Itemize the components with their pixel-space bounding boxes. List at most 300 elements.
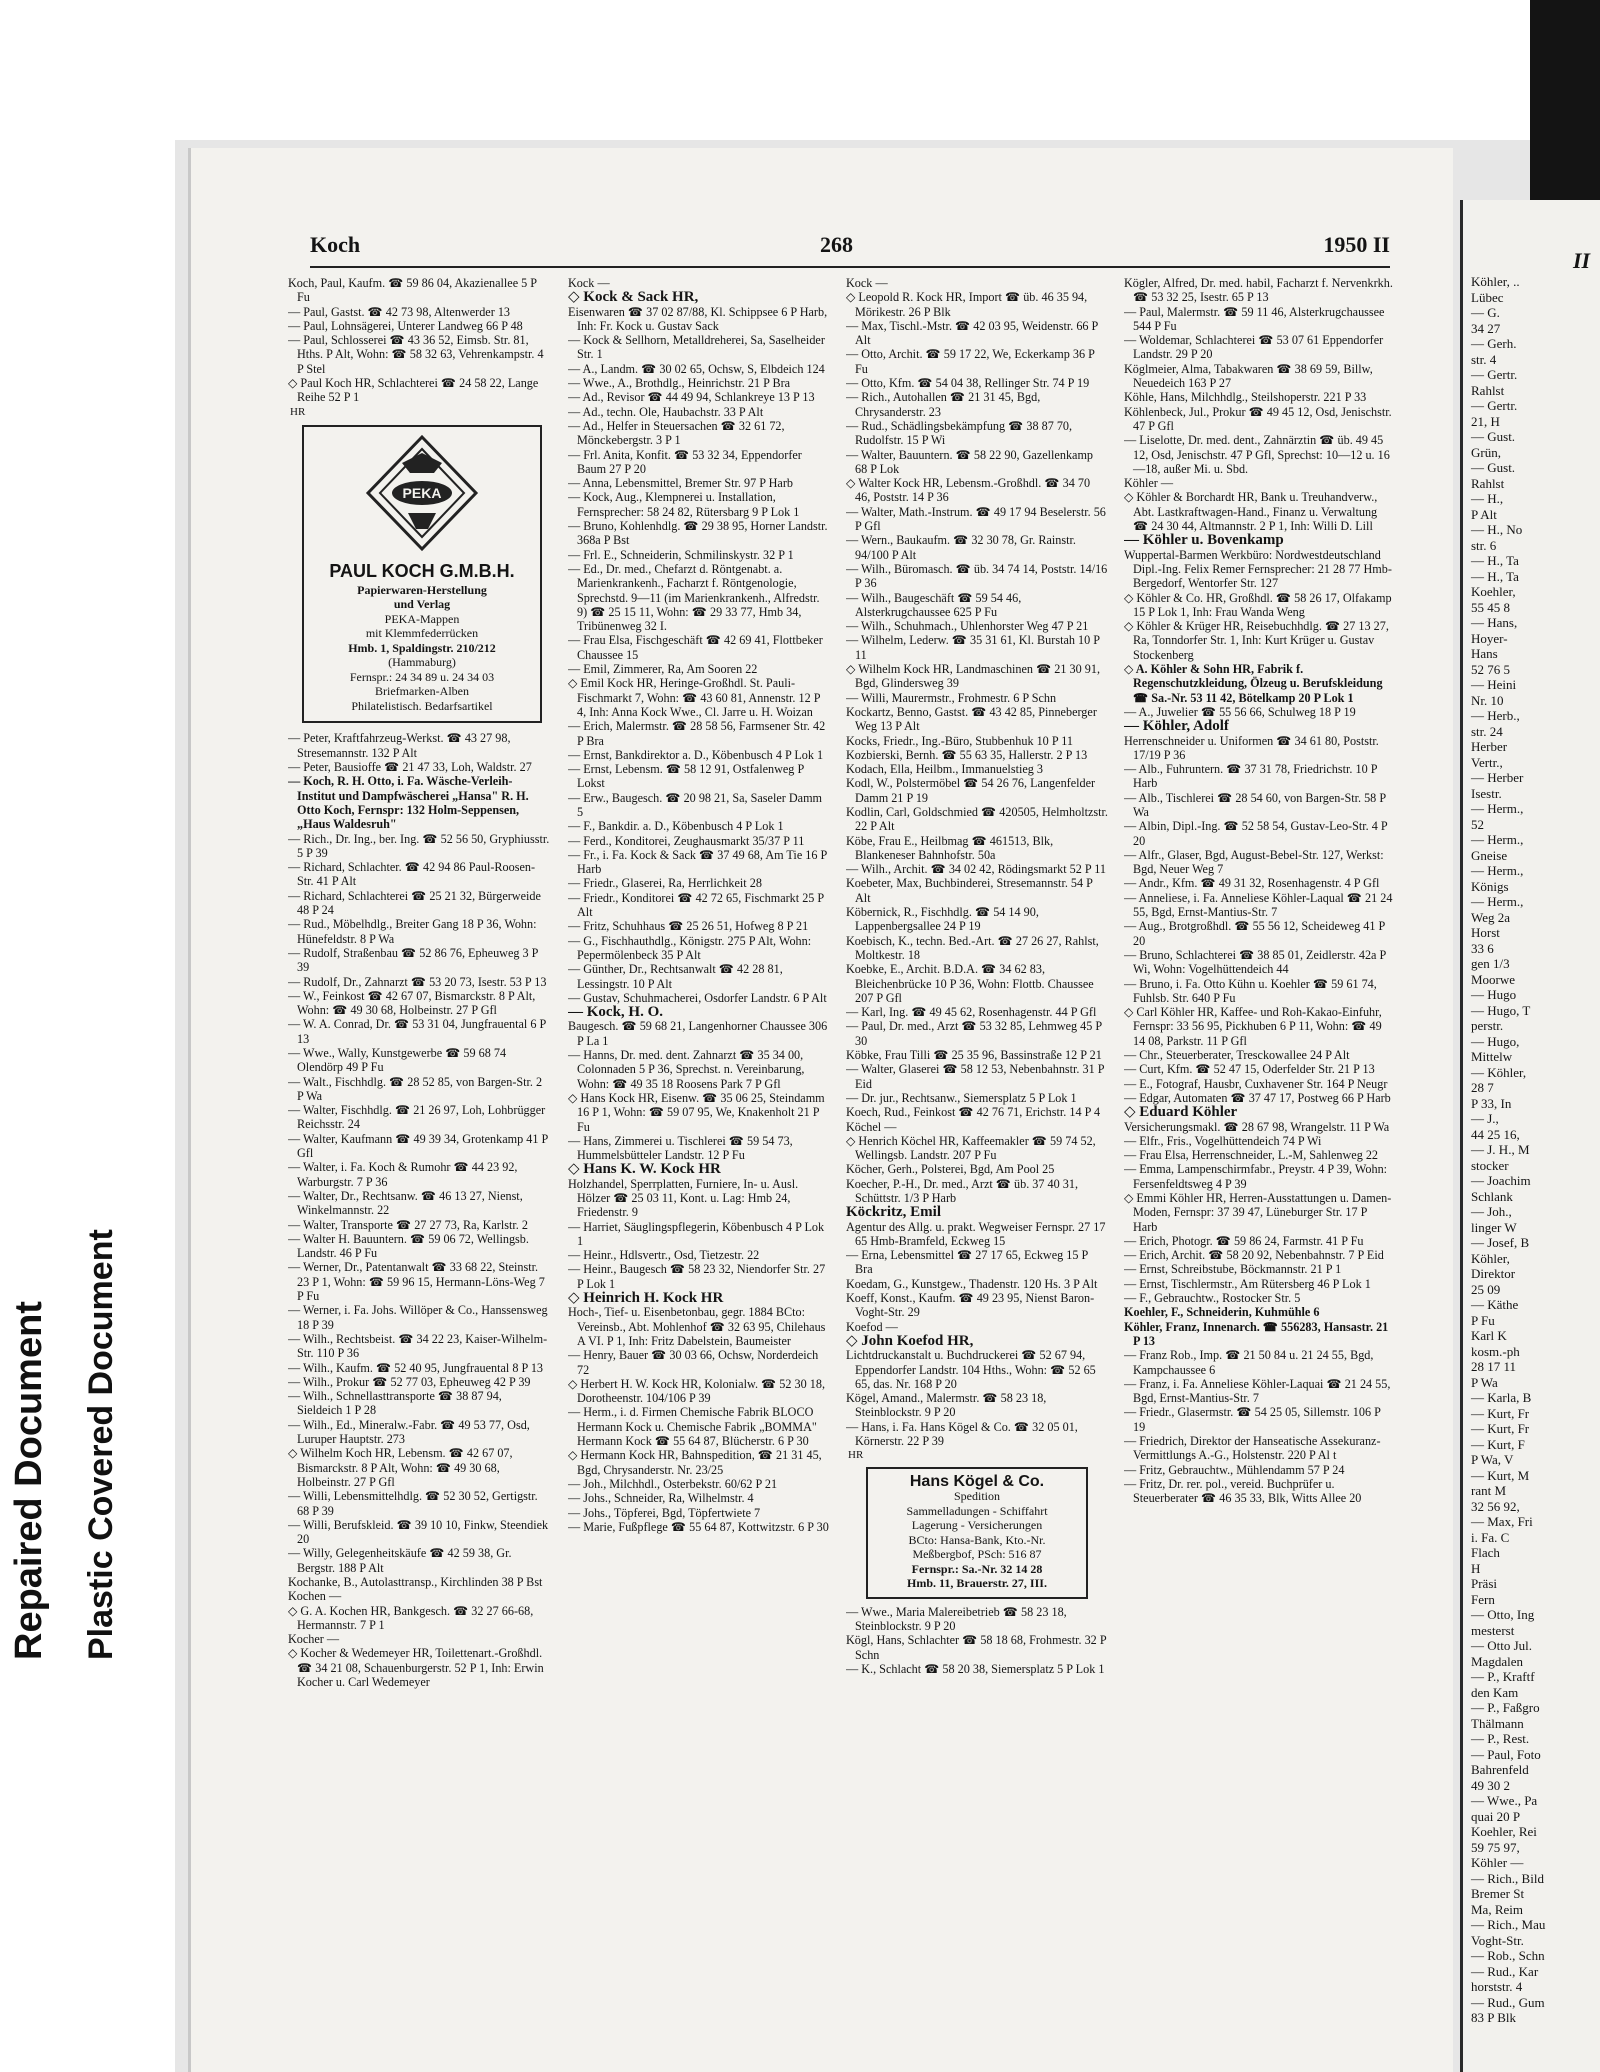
directory-entry: — Peter, Kraftfahrzeug-Werkst. ☎ 43 27 98, Stresemannstr. 132 P Alt bbox=[288, 731, 511, 760]
directory-entry: — Heinr., Baugesch ☎ 58 23 32, Niendorfer Str. 27 P Lok 1 bbox=[568, 1262, 826, 1291]
ad-line6: (Hammaburg) bbox=[388, 655, 456, 670]
peka-logo-icon bbox=[362, 433, 482, 553]
facing-page-line: — Joachim bbox=[1471, 1173, 1531, 1188]
directory-entry: — Richard, Schlachterei ☎ 25 21 32, Bürgerweide 48 P 24 bbox=[288, 888, 541, 918]
facing-page-line: Rahlst bbox=[1471, 382, 1505, 398]
directory-entry: — Peter, Bausioffe ☎ 21 47 33, Loh, Waldstr. 27 bbox=[288, 760, 532, 775]
directory-entry: — Rudolf, Dr., Zahnarzt ☎ 53 20 73, Isestr. 53 P 13 bbox=[288, 974, 547, 989]
directory-entry: — Emma, Lampenschirmfabr., Preystr. 4 P 39, Wohn: Fersenfeldtsweg 4 P 39 bbox=[1124, 1162, 1388, 1191]
facing-page-line: Rahlst bbox=[1471, 475, 1505, 491]
directory-entry: — Paul, Schlosserei ☎ 43 36 52, Eimsb. Str. 81, Hths. P Alt, Wohn: ☎ 58 32 63, Vehrenkampstr. 4 P Stel bbox=[288, 333, 544, 376]
facing-page-line: — H., No bbox=[1471, 522, 1523, 537]
directory-entry: ◇ Eduard Köhler bbox=[1124, 1104, 1238, 1121]
directory-entry: Kockartz, Benno, Gastst. ☎ 43 42 85, Pinneberger Weg 13 P Alt bbox=[846, 704, 1097, 734]
ad-line8: Briefmarken-Alben bbox=[375, 684, 469, 699]
directory-entry: — Wilh., Schnellasttransporte ☎ 38 87 94, Sieldeich 1 P 28 bbox=[288, 1389, 502, 1418]
directory-entry: ◇ Henrich Köchel HR, Kaffeemakler ☎ 59 74 52, Wellingsb. Landstr. 207 P Fu bbox=[846, 1133, 1096, 1163]
directory-entry: — W. A. Conrad, Dr. ☎ 53 31 04, Jungfrauental 6 P 13 bbox=[288, 1017, 546, 1046]
directory-entry: ◇ Kock & Sack HR, bbox=[568, 289, 699, 306]
directory-entry: — Harriet, Säuglingspflegerin, Köbenbusch 4 P Lok 1 bbox=[568, 1219, 825, 1248]
directory-entry: — Frau Elsa, Fischgeschäft ☎ 42 69 41, Flottbeker Chaussee 15 bbox=[568, 633, 823, 662]
directory-entry: ◇ Emil Kock HR, Heringe-Großhdl. St. Pauli-Fischmarkt 7, Wohn: ☎ 43 60 81, Annenstr. 12 P 4, Inh: Anna Kock Wwe., Cl. Jarre u. H. Woizan bbox=[568, 676, 821, 719]
facing-page-line: — Otto, Ing bbox=[1471, 1607, 1535, 1622]
directory-entry: — Friedr., Konditorei ☎ 42 72 65, Fischmarkt 25 P Alt bbox=[568, 890, 824, 920]
directory-entry: Baugesch. ☎ 59 68 21, Langenhorner Chaussee 306 P La 1 bbox=[568, 1019, 828, 1048]
directory-entry: ◇ Wilhelm Koch HR, Lebensm. ☎ 42 67 07, Bismarckstr. 8 P Alt, Wohn: ☎ 49 30 68, Holbeinstr. 27 P Gfl bbox=[288, 1446, 513, 1489]
directory-entry: Köckritz, Emil bbox=[846, 1204, 941, 1221]
facing-page-line: linger W bbox=[1471, 1219, 1517, 1235]
facing-page-line: 44 25 16, bbox=[1471, 1126, 1520, 1142]
facing-page-line: Karl K bbox=[1471, 1328, 1507, 1343]
directory-entry: — Wilh., Baugeschäft ☎ 59 54 46, Alsterkrugchaussee 625 P Fu bbox=[846, 590, 1022, 619]
facing-page-line: 49 30 2 bbox=[1471, 1777, 1510, 1793]
facing-page-line: 33 6 bbox=[1471, 940, 1494, 956]
facing-page-line: — Karla, B bbox=[1471, 1390, 1532, 1405]
directory-entry: — Bruno, i. Fa. Otto Kühn u. Koehler ☎ 59 61 74, Fuhlsb. Str. 640 P Fu bbox=[1124, 976, 1377, 1005]
directory-entry: — Rud., Möbelhdlg., Breiter Gang 18 P 36, Wohn: Hünefeldstr. 8 P Wa bbox=[288, 917, 537, 946]
kogel-ad-hr-mark: HR bbox=[848, 1449, 864, 1462]
directory-entry: — Rudolf, Straßenbau ☎ 52 86 76, Epheuweg 3 P 39 bbox=[288, 945, 538, 975]
kogel-ad-l3: Lagerung - Versicherungen bbox=[911, 1518, 1043, 1533]
directory-entry: — Willi, Maurermstr., Frohmestr. 6 P Schn bbox=[846, 690, 1057, 705]
directory-entry: — Willy, Gelegenheitskäufe ☎ 42 59 38, Gr. Bergstr. 188 P Alt bbox=[288, 1546, 512, 1575]
directory-entry: — Friedrich, Direktor der Hanseatische Assekuranz-Vermittlungs A.-G., Holstenstr. 220 P Al t bbox=[1124, 1434, 1381, 1463]
directory-entry: Eisenwaren ☎ 37 02 87/88, Kl. Schippsee 6 P Harb, Inh: Fr. Kock u. Gustav Sack bbox=[568, 304, 828, 333]
directory-entry: — Wilhelm, Lederw. ☎ 35 31 61, Kl. Burstah 10 P 11 bbox=[846, 633, 1100, 662]
facing-page-line: Grün, bbox=[1471, 444, 1501, 460]
ad-hr-mark: HR bbox=[290, 405, 306, 418]
directory-entry: — Dr. jur., Rechtsanw., Siemersplatz 5 P Lok 1 bbox=[846, 1090, 1077, 1105]
directory-entry: — Rich., Dr. Ing., ber. Ing. ☎ 52 56 50, Gryphiusstr. 5 P 39 bbox=[288, 831, 550, 860]
directory-entry: — Anneliese, i. Fa. Anneliese Köhler-Laqual ☎ 21 24 55, Bgd, Ernst-Mantius-Str. 7 bbox=[1124, 890, 1393, 920]
directory-entry: Herrenschneider u. Uniformen ☎ 34 61 80, Poststr. 17/19 P 36 bbox=[1124, 733, 1379, 762]
directory-entry: — Frau Elsa, Herrenschneider, L.-M, Sahlenweg 22 bbox=[1124, 1148, 1379, 1163]
facing-page-line: Präsi bbox=[1471, 1576, 1497, 1591]
directory-entry: — Ernst, Bankdirektor a. D., Köbenbusch 4 P Lok 1 bbox=[568, 747, 824, 762]
hans-koegel-advertisement bbox=[866, 1467, 1088, 1599]
facing-page-line: 28 7 bbox=[1471, 1080, 1494, 1095]
directory-entry: — F., Bankdir. a. D., Köbenbusch 4 P Lok 1 bbox=[568, 819, 784, 834]
directory-entry: — Fritz, Dr. rer. pol., vereid. Buchprüfer u. Steuerberater ☎ 46 35 33, Blk, Witts Allee 20 bbox=[1124, 1476, 1362, 1506]
directory-entry: — Bruno, Schlachterei ☎ 38 85 01, Zeidlerstr. 42a P Wi, Wohn: Vogelhüttendeich 44 bbox=[1124, 947, 1386, 977]
directory-entry: Köhle, Hans, Milchhdlg., Steilshoperstr. 221 P 33 bbox=[1124, 390, 1367, 405]
facing-page-line: 52 bbox=[1471, 816, 1484, 832]
directory-entry: — A., Juwelier ☎ 55 56 66, Schulweg 18 P 19 bbox=[1124, 704, 1356, 719]
directory-entry: — F., Gebrauchtw., Rostocker Str. 5 bbox=[1124, 1291, 1301, 1306]
facing-page-line: — Joh., bbox=[1471, 1204, 1512, 1219]
facing-page-line: Hoyer- bbox=[1471, 630, 1508, 646]
directory-entry: — Wilh., Schuhmach., Uhlenhorster Weg 47 P 21 bbox=[846, 619, 1089, 634]
facing-page-line: — Hans, bbox=[1471, 615, 1518, 630]
directory-entry: — Wwe., Maria Malereibetrieb ☎ 58 23 18, Steinblockstr. 9 P 20 bbox=[846, 1604, 1067, 1633]
directory-entry: Koedam, G., Kunstgew., Thadenstr. 120 Hs. 3 P Alt bbox=[846, 1276, 1098, 1291]
facing-page-line: — Rob., Schn bbox=[1471, 1948, 1545, 1963]
facing-page-line: Köhler, .. bbox=[1471, 274, 1520, 289]
facing-page-line: Gneise bbox=[1471, 847, 1508, 863]
directory-entry: — Walter, Kaufmann ☎ 49 39 34, Grotenkamp 41 P Gfl bbox=[288, 1131, 548, 1161]
directory-entry: — Walter, Dr., Rechtsanw. ☎ 46 13 27, Nienst, Winkelmannstr. 22 bbox=[288, 1188, 523, 1218]
facing-page-line: — Paul, Foto bbox=[1471, 1746, 1541, 1762]
directory-entry: Kock — bbox=[846, 276, 888, 290]
ad-line4: mit Klemmfederrücken bbox=[365, 626, 479, 641]
kogel-ad-l6: Fernspr.: Sa.-Nr. 32 14 28 bbox=[911, 1561, 1043, 1576]
facing-page-line: Isestr. bbox=[1471, 785, 1502, 801]
directory-entry: — Curt, Kfm. ☎ 52 47 15, Oderfelder Str. 21 P 13 bbox=[1124, 1062, 1375, 1077]
directory-entry: — Joh., Milchhdl., Osterbekstr. 60/62 P 21 bbox=[568, 1476, 778, 1491]
column-2 bbox=[568, 276, 830, 2036]
directory-entry: — Friedr., Glaserei, Ra, Herrlichkeit 28 bbox=[568, 876, 762, 891]
plastic-covered-document-label: Plastic Covered Document bbox=[82, 1229, 120, 1660]
facing-page-line: Moorwe bbox=[1471, 971, 1516, 987]
directory-entry: — Erich, Malermstr. ☎ 28 58 56, Farmsener Str. 42 P Bra bbox=[568, 719, 826, 748]
facing-page-line: P Wa bbox=[1471, 1374, 1498, 1390]
facing-page-line: str. 4 bbox=[1471, 351, 1497, 367]
facing-page-line: Magdalen bbox=[1471, 1653, 1523, 1669]
facing-page-line: — P., Kraftf bbox=[1471, 1669, 1535, 1684]
directory-entry: ◇ Hermann Kock HR, Bahnspedition, ☎ 21 31 45, Bgd, Chrysanderstr. Nr. 23/25 bbox=[568, 1448, 822, 1477]
facing-page-line: — Hugo bbox=[1471, 987, 1517, 1002]
directory-entry: — Werner, Dr., Patentanwalt ☎ 33 68 22, Steinstr. 23 P 1, Wohn: ☎ 59 96 15, Hermann-Löns-Weg 7 P Fu bbox=[288, 1260, 545, 1304]
header-left: Koch bbox=[310, 232, 361, 257]
directory-entry: Köhlenbeck, Jul., Prokur ☎ 49 45 12, Osd, Jenischstr. 47 P Gfl bbox=[1124, 404, 1392, 433]
directory-entry: — Köhler, Adolf bbox=[1124, 718, 1229, 735]
facing-page-line: — Kurt, M bbox=[1471, 1467, 1530, 1483]
directory-entry: — Liselotte, Dr. med. dent., Zahnärztin ☎ üb. 49 45 12, Osd, Jenischstr. 47 P Gfl, Sprechst: 10—12 u. 16—18, außer Mi. u. Sbd. bbox=[1124, 433, 1390, 476]
directory-entry: ◇ G. A. Kochen HR, Bankgesch. ☎ 32 27 66-68, Hermannstr. 7 P 1 bbox=[288, 1603, 534, 1632]
directory-entry: ◇ Hans K. W. Kock HR bbox=[568, 1161, 721, 1178]
facing-page-line: Lübec bbox=[1471, 289, 1504, 305]
facing-page-line: Koehler, Rei bbox=[1471, 1824, 1537, 1839]
facing-page-line: — Josef, B bbox=[1471, 1235, 1530, 1250]
directory-entry: — Erich, Archit. ☎ 58 20 92, Nebenbahnstr. 7 P Eid bbox=[1124, 1248, 1384, 1263]
logo-text: PEKA bbox=[402, 484, 442, 501]
facing-page-line: perstr. bbox=[1471, 1018, 1504, 1033]
directory-entry: — Henry, Bauer ☎ 30 03 66, Ochsw, Norderdeich 72 bbox=[568, 1348, 819, 1377]
column-3-entries-bottom bbox=[846, 1605, 1108, 1676]
facing-page-line: P Fu bbox=[1471, 1312, 1495, 1328]
directory-entry: — Kock, Aug., Klempnerei u. Installation, Fernsprecher: 58 24 82, Rütersbarg 9 P Lok 1 bbox=[568, 490, 800, 519]
kogel-ad-l2: Sammelladungen - Schiffahrt bbox=[906, 1503, 1048, 1518]
directory-entry: — Johs., Schneider, Ra, Wilhelmstr. 4 bbox=[568, 1491, 754, 1506]
facing-page-line: Bahrenfeld bbox=[1471, 1762, 1529, 1777]
directory-entry: — Aug., Brotgroßhdl. ☎ 55 56 12, Scheideweg 41 P 20 bbox=[1124, 919, 1385, 948]
directory-entry: — Paul, Malermstr. ☎ 59 11 46, Alsterkrugchaussee 544 P Fu bbox=[1124, 304, 1385, 333]
directory-entry: ◇ Emmi Köhler HR, Herren-Ausstattungen u. Damen-Moden, Fernspr: 37 39 47, Lüneburger Str. 17 P Harb bbox=[1124, 1191, 1392, 1234]
facing-page-line: stocker bbox=[1471, 1157, 1509, 1173]
facing-page-line: P Wa, V bbox=[1471, 1452, 1514, 1467]
directory-entry: ◇ Herbert H. W. Kock HR, Kolonialw. ☎ 52 30 18, Dorotheenstr. 104/106 P 39 bbox=[568, 1376, 825, 1406]
facing-page-line: — Herm., bbox=[1471, 894, 1524, 909]
directory-entry: ◇ Kocher & Wedemeyer HR, Toilettenart.-Großhdl. ☎ 34 21 08, Schauenburgerstr. 52 P 1, Inh: Erwin Kocher u. Carl Wedemeyer bbox=[288, 1646, 544, 1690]
facing-page-line: Direktor bbox=[1471, 1266, 1516, 1281]
directory-entry: ◇ Leopold R. Kock HR, Import ☎ üb. 46 35 94, Mörikestr. 26 P Blk bbox=[846, 290, 1088, 319]
directory-entry: Köglmeier, Alma, Tabakwaren ☎ 38 69 59, Billw, Neuedeich 163 P 27 bbox=[1124, 361, 1373, 391]
directory-entry: — Erna, Lebensmittel ☎ 27 17 65, Eckweg 15 P Bra bbox=[846, 1248, 1088, 1277]
directory-entry: Koech, Rud., Feinkost ☎ 42 76 71, Erichstr. 14 P 4 bbox=[846, 1105, 1101, 1120]
facing-page-line: i. Fa. C bbox=[1471, 1529, 1510, 1545]
directory-entry: — Rich., Autohallen ☎ 21 31 45, Bgd, Chrysanderstr. 23 bbox=[846, 390, 1041, 419]
facing-page-line: 55 45 8 bbox=[1471, 599, 1510, 615]
facing-page-line: H bbox=[1471, 1560, 1481, 1576]
directory-entry: Koefod — bbox=[846, 1319, 898, 1334]
facing-page-line: — Herm., bbox=[1471, 801, 1524, 816]
facing-page-line: — Rich., Bild bbox=[1471, 1870, 1544, 1886]
directory-entry: — Elfr., Fris., Vogelhüttendeich 74 P Wi bbox=[1124, 1133, 1322, 1148]
facing-page-line: Voght-Str. bbox=[1471, 1932, 1524, 1948]
facing-page-line: — Herm., bbox=[1471, 832, 1524, 847]
facing-page-line: — Max, Fri bbox=[1471, 1514, 1533, 1529]
directory-entry: Kögler, Alfred, Dr. med. habil, Facharzt f. Nervenkrkh. ☎ 53 32 25, Isestr. 65 P 13 bbox=[1124, 276, 1393, 305]
directory-entry: — Willi, Berufskleid. ☎ 39 10 10, Finkw, Steendiek 20 bbox=[288, 1517, 549, 1547]
directory-entry: — Koch, R. H. Otto, i. Fa. Wäsche-Verleih-Institut und Dampfwäscherei „Hansa" R. H. Otto Koch, Fernspr: 132 Holm-Seppensen, „Haus Waldesruh" bbox=[288, 774, 529, 832]
facing-page-line: — Rud., Gum bbox=[1471, 1994, 1545, 2010]
directory-entry: — Franz, i. Fa. Anneliese Köhler-Laquai ☎ 21 24 55, Bgd, Ernst-Mantius-Str. 7 bbox=[1124, 1376, 1391, 1406]
directory-entry: Köhler — bbox=[1124, 476, 1174, 491]
facing-page-line: 28 17 11 bbox=[1471, 1359, 1517, 1374]
directory-entry: Hoch-, Tief- u. Eisenbetonbau, gegr. 1884 BCto: Vereinsb., Abt. Mohlenhof ☎ 32 63 95, Chilehaus A VI. P 1, Inh: Fritz Dabelstein, Baumeister bbox=[568, 1305, 826, 1348]
directory-entry: — Emil, Zimmerer, Ra, Am Sooren 22 bbox=[568, 662, 758, 677]
directory-entry: ◇ Hans Kock HR, Eisenw. ☎ 35 06 25, Steindamm 16 P 1, Wohn: ☎ 59 07 95, We, Knakenholt 21 P Fu bbox=[568, 1090, 825, 1134]
kogel-ad-l1: Spedition bbox=[953, 1489, 1000, 1504]
facing-page-line: Köhler, bbox=[1471, 1250, 1510, 1266]
directory-entry: Kochen — bbox=[288, 1589, 342, 1604]
directory-entry: — Günther, Dr., Rechtsanwalt ☎ 42 28 81, Lessingstr. 10 P Alt bbox=[568, 962, 783, 991]
directory-entry: — Walter, Glaserei ☎ 58 12 53, Nebenbahnstr. 31 P Eid bbox=[846, 1062, 1105, 1091]
directory-entry: — Edgar, Automaten ☎ 37 47 17, Postweg 66 P Harb bbox=[1124, 1090, 1391, 1105]
directory-entry: — Fritz, Gebrauchtw., Mühlendamm 57 P 24 bbox=[1124, 1462, 1345, 1477]
directory-entry: Koch, Paul, Kaufm. ☎ 59 86 04, Akazienallee 5 P Fu bbox=[288, 276, 537, 305]
directory-entry: — Herm., i. d. Firmen Chemische Fabrik BLOCO Hermann Kock u. Chemische Fabrik „BOMMA" Hermann Kock ☎ 55 64 87, Blücherstr. 6 P 30 bbox=[568, 1405, 817, 1449]
directory-entry: — Werner, i. Fa. Johs. Willöper & Co., Hanssensweg 18 P 39 bbox=[288, 1303, 548, 1332]
facing-page-line: — Herber bbox=[1471, 770, 1524, 785]
directory-entry: Kodl, W., Polstermöbel ☎ 54 26 76, Langenfelder Damm 21 P 19 bbox=[846, 776, 1096, 805]
directory-entry: Köbke, Frau Tilli ☎ 25 35 96, Bassinstraße 12 P 21 bbox=[846, 1048, 1102, 1063]
directory-entry: — Ernst, Tischlermstr., Am Rütersberg 46 P Lok 1 bbox=[1124, 1276, 1371, 1291]
directory-entry: — Andr., Kfm. ☎ 49 31 32, Rosenhagenstr. 4 P Gfl bbox=[1124, 876, 1380, 891]
directory-entry: — Wilh., Archit. ☎ 34 02 42, Rödingsmarkt 52 P 11 bbox=[846, 862, 1107, 877]
directory-entry: — Hanns, Dr. med. dent. Zahnarzt ☎ 35 34 00, Colonnaden 5 P 36, Sprechst. n. Vereinbarung, Wohn: ☎ 49 35 18 Roosens Park 7 P Gfl bbox=[568, 1048, 805, 1091]
facing-page-line: Bremer St bbox=[1471, 1886, 1525, 1901]
ad-line2: und Verlag bbox=[393, 597, 451, 612]
facing-page-line: — Gertr. bbox=[1471, 367, 1518, 382]
column-1-entries-bottom bbox=[288, 731, 550, 1689]
facing-page-line: 83 P Blk bbox=[1471, 2010, 1517, 2025]
facing-page-line: 52 76 5 bbox=[1471, 661, 1510, 677]
directory-entry: — Karl, Ing. ☎ 49 45 62, Rosenhagenstr. 44 P Gfl bbox=[846, 1005, 1097, 1020]
facing-page-line: P Alt bbox=[1471, 506, 1497, 522]
facing-page-line: P 33, In bbox=[1471, 1095, 1512, 1111]
directory-entry: — K., Schlacht ☎ 58 20 38, Siemersplatz 5 P Lok 1 bbox=[846, 1661, 1105, 1676]
directory-entry: — Richard, Schlachter. ☎ 42 94 86 Paul-Roosen-Str. 41 P Alt bbox=[288, 860, 536, 889]
facing-page-line: 34 27 bbox=[1471, 320, 1501, 336]
directory-entry: Kodlin, Carl, Goldschmied ☎ 420505, Helmholtzstr. 22 P Alt bbox=[846, 804, 1108, 834]
directory-entry: Kocher — bbox=[288, 1632, 340, 1647]
facing-page-line: — P., Rest. bbox=[1471, 1731, 1530, 1746]
facing-page-line: — Gertr. bbox=[1471, 398, 1518, 413]
directory-entry: — Kock, H. O. bbox=[568, 1004, 664, 1021]
directory-entry: Versicherungsmakl. ☎ 28 67 98, Wrangelstr. 11 P Wa bbox=[1124, 1119, 1390, 1134]
directory-entry: Wuppertal-Barmen Werkbüro: Nordwestdeutschland Dipl.-Ing. Felix Remer Fernsprecher: 21 28 77 Hmb-Bergedorf, Wentorfer Str. 127 bbox=[1124, 547, 1392, 591]
directory-entry: Kocks, Friedr., Ing.-Büro, Stubbenhuk 10 P 11 bbox=[846, 733, 1073, 748]
side-labels bbox=[0, 1100, 130, 1900]
directory-entry: — Walter, i. Fa. Koch & Rumohr ☎ 44 23 92, Warburgstr. 7 P 36 bbox=[288, 1160, 518, 1189]
directory-entry: — Ferd., Konditorei, Zeughausmarkt 35/37 P 11 bbox=[568, 833, 805, 848]
ad-line3: PEKA-Mappen bbox=[384, 611, 460, 626]
directory-entry: — Walter, Math.-Instrum. ☎ 49 17 94 Beselerstr. 56 P Gfl bbox=[846, 504, 1106, 534]
directory-entry: — Wilh., Prokur ☎ 52 77 03, Epheuweg 42 P 39 bbox=[288, 1374, 531, 1389]
directory-entry: — Walter, Fischhdlg. ☎ 21 26 97, Loh, Lohbrügger Reichsstr. 24 bbox=[288, 1103, 546, 1132]
directory-entry: — Otto, Archit. ☎ 59 17 22, We, Eckerkamp 36 P Fu bbox=[846, 347, 1095, 376]
ad-company: PAUL KOCH G.M.B.H. bbox=[329, 561, 515, 582]
kogel-ad-l7: Hmb. 11, Brauerstr. 27, III. bbox=[907, 1576, 1047, 1591]
directory-entry: — Fritz, Schuhhaus ☎ 25 26 51, Hofweg 8 P 21 bbox=[568, 919, 809, 934]
kogel-ad-title: Hans Kögel & Co. bbox=[909, 1472, 1045, 1490]
facing-page-line: Koehler, bbox=[1471, 584, 1516, 599]
directory-entry: — Alb., Fuhruntern. ☎ 37 31 78, Friedrichstr. 10 P Harb bbox=[1124, 762, 1378, 791]
directory-entry: — Max, Tischl.-Mstr. ☎ 42 03 95, Weidenstr. 66 P Alt bbox=[846, 318, 1098, 348]
directory-entry: ◇ Köhler & Co. HR, Großhdl. ☎ 58 26 17, Olfakamp 15 P Lok 1, Inh: Frau Wanda Weng bbox=[1124, 590, 1392, 619]
directory-entry: ◇ Paul Koch HR, Schlachterei ☎ 24 58 22, Lange Reihe 52 P 1 bbox=[288, 376, 539, 405]
facing-page-line: — J. H., M bbox=[1471, 1142, 1530, 1157]
facing-page-line: — Gust. bbox=[1471, 460, 1516, 475]
facing-page-line: quai 20 P bbox=[1471, 1808, 1521, 1824]
facing-page-line: rant M bbox=[1471, 1483, 1507, 1498]
directory-entry: — Chr., Steuerberater, Tresckowallee 24 P Alt bbox=[1124, 1048, 1350, 1063]
directory-entry: ◇ Carl Köhler HR, Kaffee- und Roh-Kakao-Einfuhr, Fernspr: 33 56 95, Pickhuben 6 P 11, Wohn: ☎ 49 14 08, Parkstr. 11 P Gfl bbox=[1124, 1005, 1382, 1048]
directory-entry: — Walter, Transporte ☎ 27 27 73, Ra, Karlstr. 2 bbox=[288, 1217, 528, 1232]
directory-entry: — Wwe., A., Brothdlg., Heinrichstr. 21 P Bra bbox=[568, 376, 791, 391]
directory-entry: — Alfr., Glaser, Bgd, August-Bebel-Str. 127, Werkst: Bgd, Neuer Weg 7 bbox=[1124, 847, 1384, 877]
directory-entry: — Hans, i. Fa. Hans Kögel & Co. ☎ 32 05 01, Körnerstr. 22 P 39 bbox=[846, 1419, 1078, 1449]
directory-entry: — G., Fischhauthdlg., Königstr. 275 P Alt, Wohn: Pepermölenbeck 35 P Alt bbox=[568, 933, 812, 962]
facing-page-line: — Herb., bbox=[1471, 708, 1520, 723]
directory-entry: — Frl. E., Schneiderin, Schmilinskystr. 32 P 1 bbox=[568, 547, 794, 562]
facing-page-line: 32 56 92, bbox=[1471, 1498, 1520, 1514]
directory-entry: Koebeter, Max, Buchbinderei, Stresemannstr. 54 P Alt bbox=[846, 876, 1093, 905]
facing-page bbox=[1460, 200, 1600, 2072]
directory-entry: ◇ A. Köhler & Sohn HR, Fabrik f. Regenschutzkleidung, Ölzeug u. Berufskleidung ☎ Sa.-Nr. 53 11 42, Bötelkamp 20 P Lok 1 bbox=[1124, 662, 1383, 705]
directory-entry: — Paul, Gastst. ☎ 42 73 98, Altenwerder 13 bbox=[288, 304, 511, 319]
directory-entry: — Hans, Zimmerei u. Tischlerei ☎ 59 54 73, Hummelsbütteler Landstr. 12 P Fu bbox=[568, 1133, 793, 1163]
directory-entry: — Gustav, Schuhmacherei, Osdorfer Landstr. 6 P Alt bbox=[568, 990, 827, 1005]
directory-entry: — Erw., Baugesch. ☎ 20 98 21, Sa, Saseler Damm 5 bbox=[568, 790, 823, 819]
directory-entry: — Paul, Dr. med., Arzt ☎ 53 32 85, Lehmweg 45 P 30 bbox=[846, 1019, 1102, 1048]
directory-entry: — Ad., Revisor ☎ 44 49 94, Schlankreye 13 P 13 bbox=[568, 390, 815, 405]
directory-entry: Kögl, Hans, Schlachter ☎ 58 18 68, Frohmestr. 32 P Schn bbox=[846, 1633, 1107, 1662]
column-1-entries-top bbox=[288, 276, 550, 405]
directory-entry: — Walt., Fischhdlg. ☎ 28 52 85, von Bargen-Str. 2 P Wa bbox=[288, 1074, 543, 1103]
facing-page-line: — Rich., Mau bbox=[1471, 1917, 1546, 1932]
directory-entry: — Wilh., Rechtsbeist. ☎ 34 22 23, Kaiser-Wilhelm-Str. 110 P 36 bbox=[288, 1331, 548, 1361]
facing-page-line: — P., Faßgro bbox=[1471, 1700, 1540, 1715]
directory-entry: Koebisch, K., techn. Bed.-Art. ☎ 27 26 27, Rahlst, Moltkestr. 18 bbox=[846, 933, 1099, 962]
directory-entry: Kochanke, B., Autolasttransp., Kirchlinden 38 P Bst bbox=[288, 1574, 543, 1589]
directory-entry: ◇ Wilhelm Kock HR, Landmaschinen ☎ 21 30 91, Bgd, Glindersweg 39 bbox=[846, 662, 1101, 691]
directory-entry: — Ad., techn. Ole, Haubachstr. 33 P Alt bbox=[568, 404, 764, 419]
directory-entry: — Anna, Lebensmittel, Bremer Str. 97 P Harb bbox=[568, 476, 793, 491]
facing-page-line: Königs bbox=[1471, 878, 1509, 894]
facing-page-line: horststr. 4 bbox=[1471, 1979, 1523, 1994]
directory-entry: — Wern., Baukaufm. ☎ 32 30 78, Gr. Rainstr. 94/100 P Alt bbox=[846, 533, 1076, 562]
facing-page-line: Nr. 10 bbox=[1471, 692, 1504, 708]
directory-entry: Koehler, F., Schneiderin, Kuhmühle 6 bbox=[1124, 1305, 1320, 1320]
facing-page-line: — H., Ta bbox=[1471, 568, 1519, 584]
directory-entry: — Woldemar, Schlachterei ☎ 53 07 61 Eppendorfer Landstr. 29 P 20 bbox=[1124, 333, 1384, 362]
directory-entry: ◇ John Koefod HR, bbox=[846, 1332, 974, 1349]
directory-entry: — E., Fotograf, Hausbr, Cuxhavener Str. 164 P Neugr bbox=[1124, 1076, 1388, 1091]
facing-page-line: — H., Ta bbox=[1471, 553, 1519, 568]
directory-entry: Köhler, Franz, Innenarch. ☎ 556283, Hansastr. 21 P 13 bbox=[1124, 1319, 1389, 1348]
directory-entry: ◇ Heinrich H. Kock HR bbox=[568, 1290, 724, 1307]
kogel-ad-l5: Meßbergbof, PSch: 516 87 bbox=[912, 1547, 1042, 1562]
directory-entry: — Ad., Helfer in Steuersachen ☎ 32 61 72, Mönckebergstr. 3 P 1 bbox=[568, 418, 785, 448]
directory-entry: Agentur des Allg. u. prakt. Wegweiser Fernspr. 27 17 65 Hmb-Bramfeld, Eckweg 15 bbox=[846, 1219, 1106, 1248]
directory-entry: — Bruno, Kohlenhdlg. ☎ 29 38 95, Horner Landstr. 368a P Bst bbox=[568, 519, 828, 548]
directory-entry: — Friedr., Glasermstr. ☎ 54 25 05, Sillemstr. 106 P 19 bbox=[1124, 1405, 1381, 1434]
page-number: 268 bbox=[820, 232, 853, 257]
directory-entry: Koebke, E., Archit. B.D.A. ☎ 34 62 83, Bleichenbrücke 10 P 36, Wohn: Flottb. Chaussee 207 P Gfl bbox=[846, 962, 1094, 1005]
directory-entry: ◇ Walter Kock HR, Lebensm.-Großhdl. ☎ 34 70 46, Poststr. 14 P 36 bbox=[846, 476, 1091, 505]
ad-line7: Fernspr.: 24 34 89 u. 24 34 03 bbox=[349, 669, 495, 684]
facing-page-line: — Hugo, bbox=[1471, 1033, 1520, 1049]
directory-entry: Köcher, Gerh., Polsterei, Bgd, Am Pool 25 bbox=[846, 1162, 1055, 1177]
directory-entry: Holzhandel, Sperrplatten, Furniere, In- u. Ausl. Hölzer ☎ 25 03 11, Kont. u. Lag: Hmb 24, Friedenstr. 9 bbox=[568, 1176, 799, 1220]
column-4 bbox=[1124, 276, 1394, 2036]
facing-page-line: Ma, Reim bbox=[1471, 1901, 1523, 1917]
paul-koch-advertisement bbox=[302, 425, 542, 724]
directory-entry: — Wilh., Ed., Mineralw.-Fabr. ☎ 49 53 77, Osd, Luruper Hauptstr. 273 bbox=[288, 1417, 530, 1447]
facing-page-lines bbox=[1463, 274, 1600, 2026]
directory-entry: — Kock & Sellhorn, Metalldreherei, Sa, Saselheider Str. 1 bbox=[568, 333, 825, 362]
directory-entry: — Fr., i. Fa. Kock & Sack ☎ 37 49 68, Am Tie 16 P Harb bbox=[568, 847, 827, 877]
page-header bbox=[310, 232, 1390, 268]
facing-page-line: — H., bbox=[1471, 491, 1504, 506]
facing-page-line: Mittelw bbox=[1471, 1049, 1513, 1064]
facing-page-line: 25 09 bbox=[1471, 1281, 1501, 1297]
directory-entry: Kodach, Ella, Heilbm., Immanuelstieg 3 bbox=[846, 762, 1043, 777]
directory-entry: Köchel — bbox=[846, 1119, 897, 1134]
ad-line1: Papierwaren-Herstellung bbox=[357, 582, 487, 597]
facing-page-line: mesterst bbox=[1471, 1622, 1515, 1638]
directory-entry: Kock — bbox=[568, 276, 610, 290]
facing-page-line: den Kam bbox=[1471, 1684, 1519, 1700]
directory-entry: — Otto, Kfm. ☎ 54 04 38, Rellinger Str. 74 P 19 bbox=[846, 376, 1090, 391]
directory-entry: Köbernick, R., Fischhdlg. ☎ 54 14 90, Lappenbergsallee 24 P 19 bbox=[846, 905, 1039, 934]
directory-entry: — Paul, Lohnsägerei, Unterer Landweg 66 P 48 bbox=[288, 318, 523, 333]
directory-entry: — Willi, Lebensmittelhdlg. ☎ 52 30 52, Gertigstr. 68 P 39 bbox=[288, 1489, 538, 1518]
facing-page-line: 59 75 97, bbox=[1471, 1839, 1520, 1855]
directory-entry: — Walter, Bauuntern. ☎ 58 22 90, Gazellenkamp 68 P Lok bbox=[846, 447, 1094, 476]
directory-entry: Kögel, Amand., Malermstr. ☎ 58 23 18, Steinblockstr. 9 P 20 bbox=[846, 1391, 1047, 1420]
directory-entry: — Rud., Schädlingsbekämpfung ☎ 38 87 70, Rudolfstr. 15 P Wi bbox=[846, 418, 1073, 448]
facing-page-line: — Kurt, F bbox=[1471, 1436, 1525, 1452]
directory-entry: — Frl. Anita, Konfit. ☎ 53 32 34, Eppendorfer Baum 27 P 20 bbox=[568, 447, 802, 476]
ad-line5: Hmb. 1, Spaldingstr. 210/212 bbox=[348, 640, 496, 655]
directory-entry: — Ernst, Schreibstube, Böckmannstr. 21 P 1 bbox=[1124, 1262, 1342, 1277]
directory-entry: Koecher, P.-H., Dr. med., Arzt ☎ üb. 37 40 31, Schüttstr. 1/3 P Harb bbox=[846, 1176, 1078, 1205]
facing-page-line: kosm.-ph bbox=[1471, 1343, 1520, 1359]
facing-page-line: 21, H bbox=[1471, 413, 1500, 429]
facing-page-line: Vertr., bbox=[1471, 754, 1503, 770]
facing-page-line: — Käthe bbox=[1471, 1297, 1519, 1312]
facing-page-line: — Herm., bbox=[1471, 863, 1524, 878]
facing-page-line: — Gerh. bbox=[1471, 336, 1517, 351]
facing-page-line: — Kurt, Fr bbox=[1471, 1405, 1530, 1421]
facing-page-line: Horst bbox=[1471, 925, 1500, 940]
directory-entry: — Walter H. Bauuntern. ☎ 59 06 72, Wellingsb. Landstr. 46 P Fu bbox=[288, 1231, 529, 1261]
facing-page-header: II bbox=[1573, 248, 1591, 273]
directory-entry: — Alb., Tischlerei ☎ 28 54 60, von Bargen-Str. 58 P Wa bbox=[1124, 790, 1386, 819]
